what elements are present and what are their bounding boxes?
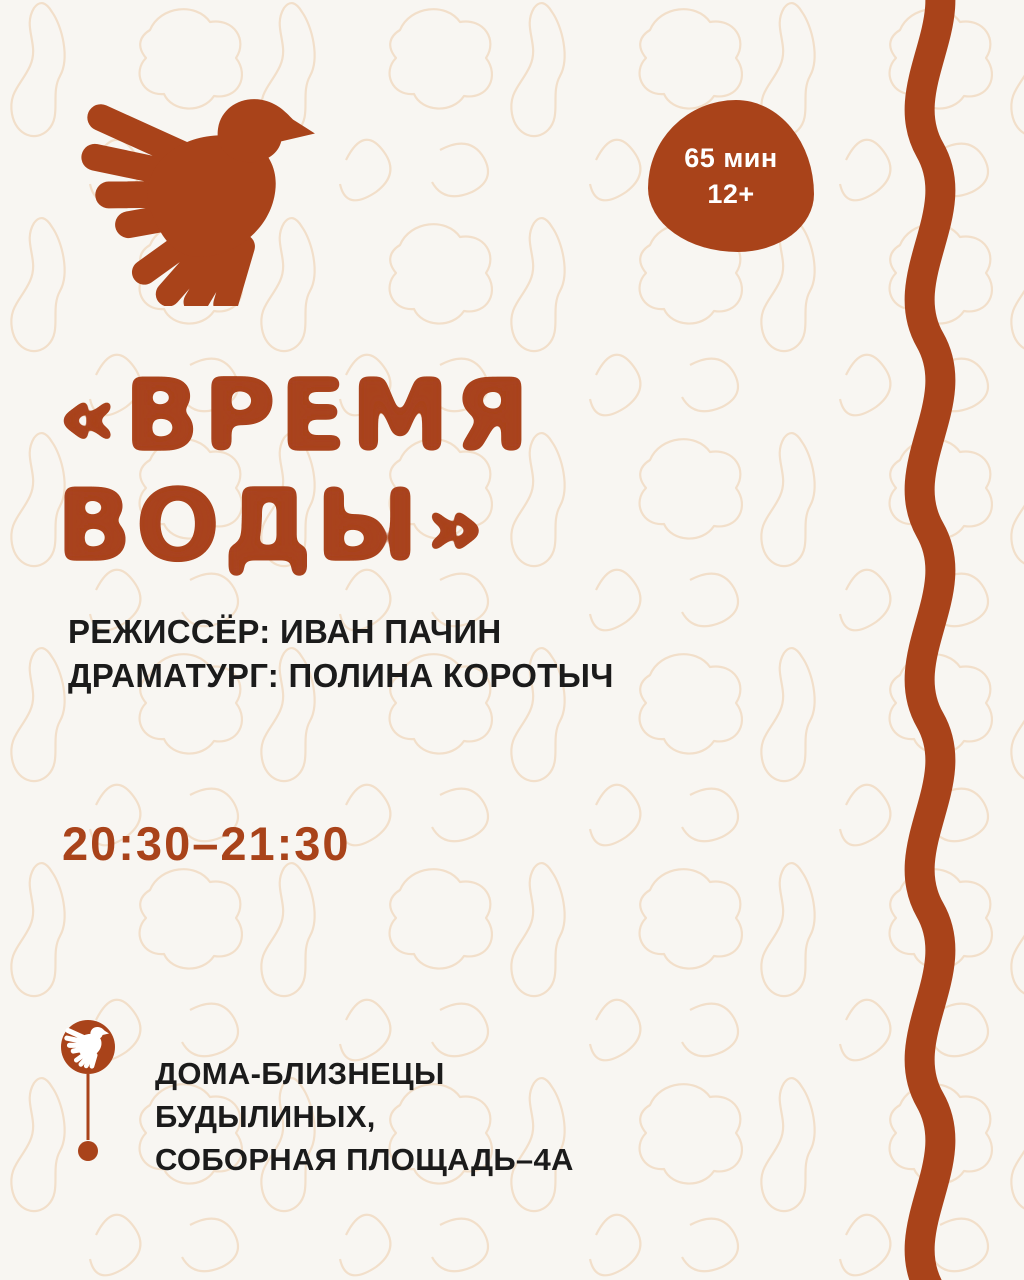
title-line-2: ВОДЫ» — [56, 467, 490, 584]
badge-duration-text: 65 мин — [684, 143, 778, 173]
venue-line-1: ДОМА-БЛИЗНЕЦЫ — [155, 1056, 445, 1091]
director-credit: РЕЖИССЁР: ИВАН ПАЧИН — [68, 613, 502, 650]
playwright-credit: ДРАМАТУРГ: ПОЛИНА КОРОТЫЧ — [68, 657, 614, 694]
venue-line-3: СОБОРНАЯ ПЛОЩАДЬ–4А — [155, 1142, 574, 1177]
event-time: 20:30–21:30 — [62, 817, 351, 870]
show-title — [50, 350, 750, 600]
dove-illustration-icon — [58, 68, 318, 306]
venue-line-2: БУДЫЛИНЫХ, — [155, 1099, 376, 1134]
venue-address-block — [155, 1052, 574, 1181]
credits-block — [68, 610, 614, 698]
location-pin-icon — [54, 1014, 126, 1166]
wavy-ribbon-decoration — [880, 0, 1024, 1280]
badge-age-rating-text: 12+ — [707, 179, 755, 209]
title-line-1: «ВРЕМЯ — [56, 357, 533, 474]
